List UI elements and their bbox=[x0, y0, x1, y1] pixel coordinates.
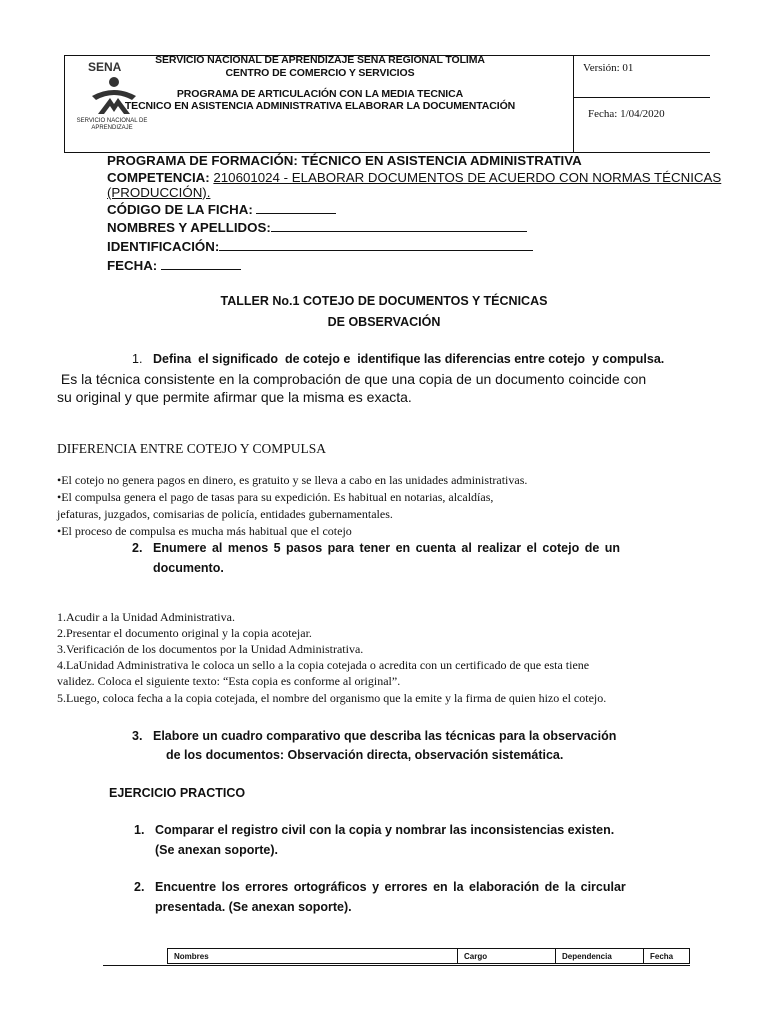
step-1: 1.Acudir a la Unidad Administrativa. bbox=[57, 610, 235, 624]
competencia-value: 210601024 - ELABORAR DOCUMENTOS DE ACUERDO CON NORMAS TÉCNICAS bbox=[213, 170, 722, 185]
competencia-label: COMPETENCIA: bbox=[107, 170, 214, 185]
col-cargo: Cargo bbox=[458, 949, 556, 964]
q3-number: 3. bbox=[132, 729, 143, 743]
step-4b: validez. Coloca el siguiente texto: “Esta copia es conforme al original”. bbox=[57, 674, 401, 688]
diferencia-bullet-3: •El proceso de compulsa es mucha más habitual que el cotejo bbox=[57, 524, 352, 538]
step-3: 3.Verificación de los documentos por la Unidad Administrativa. bbox=[57, 642, 364, 656]
col-dependencia: Dependencia bbox=[556, 949, 644, 964]
taller-title-2: DE OBSERVACIÓN bbox=[327, 315, 441, 329]
ej1-text-1: Comparar el registro civil con la copia y nombrar las inconsistencias existen. bbox=[155, 823, 615, 837]
diferencia-bullet-2: •El compulsa genera el pago de tasas para su expedición. Es habitual en notarias, alcaldías, bbox=[57, 490, 494, 504]
ej2-text-2: presentada. (Se anexan soporte). bbox=[155, 900, 352, 914]
q2-text-2: documento. bbox=[153, 561, 224, 575]
taller-title-1: TALLER No.1 COTEJO DE DOCUMENTOS Y TÉCNICAS bbox=[220, 294, 548, 308]
date-label: Fecha: 1/04/2020 bbox=[588, 108, 665, 120]
codigo-ficha-line[interactable] bbox=[256, 201, 336, 214]
fecha-line[interactable] bbox=[161, 257, 241, 270]
header-line-1: SERVICIO NACIONAL DE APRENDIZAJE SENA REGIONAL TOLIMA bbox=[155, 54, 485, 66]
codigo-ficha bbox=[107, 201, 336, 217]
nombres-label: NOMBRES Y APELLIDOS: bbox=[107, 220, 271, 235]
step-5: 5.Luego, coloca fecha a la copia cotejada, el nombre del organismo que la emite y la firma de quien hizo el cotejo. bbox=[57, 691, 607, 705]
competencia-value-2: (PRODUCCIÓN). bbox=[107, 185, 211, 200]
q1-answer-2: su original y que permite afirmar que la misma es exacta. bbox=[57, 389, 412, 405]
q1-text: Defina el significado de cotejo e identifique las diferencias entre cotejo y compulsa. bbox=[153, 352, 665, 366]
q2-number: 2. bbox=[132, 541, 143, 555]
header-line-3: PROGRAMA DE ARTICULACIÓN CON LA MEDIA TECNICA bbox=[176, 88, 464, 100]
ej1-text-2: (Se anexan soporte). bbox=[155, 843, 278, 857]
codigo-ficha-label: CÓDIGO DE LA FICHA: bbox=[107, 202, 253, 217]
header-line-2: CENTRO DE COMERCIO Y SERVICIOS bbox=[225, 67, 415, 79]
diferencia-bullet-1: •El cotejo no genera pagos en dinero, es gratuito y se lleva a cabo en las unidades administrativas. bbox=[57, 473, 528, 487]
col-fecha: Fecha bbox=[644, 949, 690, 964]
ejercicio-heading: EJERCICIO PRACTICO bbox=[109, 786, 246, 800]
step-4a: 4.LaUnidad Administrativa le coloca un sello a la copia cotejada o acredita con un certificado de que esta tiene bbox=[57, 658, 590, 672]
fecha-label: FECHA: bbox=[107, 258, 158, 273]
diferencia-heading: DIFERENCIA ENTRE COTEJO Y COMPULSA bbox=[57, 441, 327, 456]
nombres-apellidos bbox=[107, 219, 527, 235]
q1-number: 1. bbox=[132, 352, 143, 366]
ej1-number: 1. bbox=[134, 823, 145, 837]
logo-subtitle: SERVICIO NACIONAL DE APRENDIZAJE bbox=[76, 118, 148, 131]
step-2: 2.Presentar el documento original y la copia acotejar. bbox=[57, 626, 312, 640]
signature-table bbox=[167, 948, 690, 964]
table-underline bbox=[103, 965, 690, 966]
nombres-line[interactable] bbox=[271, 219, 527, 232]
identificacion bbox=[107, 238, 533, 254]
logo-text: SENA bbox=[88, 60, 122, 74]
programa-formacion: PROGRAMA DE FORMACIÓN: TÉCNICO EN ASISTENCIA ADMINISTRATIVA bbox=[107, 153, 582, 168]
ej2-number: 2. bbox=[134, 880, 145, 894]
q3-text-1: Elabore un cuadro comparativo que describa las técnicas para la observación bbox=[153, 729, 617, 743]
diferencia-bullet-2b: jefaturas, juzgados, comisarias de policía, entidades gubernamentales. bbox=[57, 507, 393, 521]
q1-answer-1: Es la técnica consistente en la comprobación de que una copia de un documento coincide con bbox=[57, 371, 647, 387]
q3-text-2: de los documentos: Observación directa, observación sistemática. bbox=[166, 748, 564, 762]
identificacion-label: IDENTIFICACIÓN: bbox=[107, 239, 220, 254]
fecha bbox=[107, 257, 241, 273]
col-nombres: Nombres bbox=[168, 949, 458, 964]
q2-text-1: Enumere al menos 5 pasos para tener en cuenta al realizar el cotejo de un bbox=[153, 541, 621, 555]
ej2-text-1: Encuentre los errores ortográficos y errores en la elaboración de la circular bbox=[155, 880, 626, 894]
identificacion-line[interactable] bbox=[219, 238, 533, 251]
header-line-4: TECNICO EN ASISTENCIA ADMINISTRATIVA ELABORAR LA DOCUMENTACIÓN bbox=[124, 100, 516, 112]
table-row bbox=[168, 949, 690, 964]
competencia bbox=[107, 170, 721, 185]
version-label: Versión: 01 bbox=[583, 62, 634, 74]
